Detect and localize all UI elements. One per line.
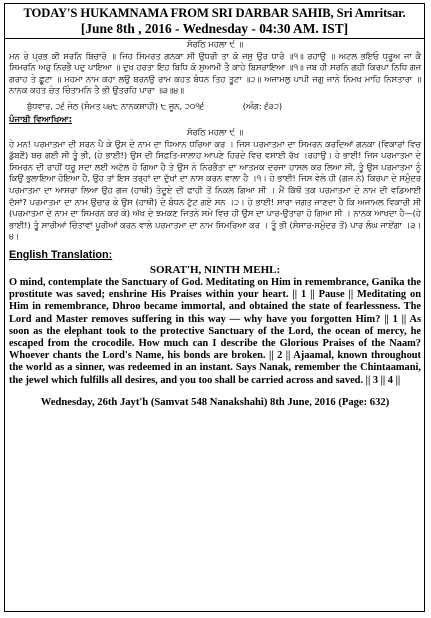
gurbani-text: ਮਨ ਰੇ ਪ੍ਰਭ ਕੀ ਸਰਨਿ ਬਿਚਾਰੋ ॥ ਜਿਹ ਸਿਮਰਤ ਗਨਕਾ ਸੀ ਉਧਰੀ ਤਾ ਕੋ ਜਸੁ ਉਰ ਧਾਰੋ ॥੧॥ ਰਹਾਉ ॥ ਅਟਲ ਭਇਓ ਧ੍ਰੂਅ ਜਾ ਕੈ ਸਿਮਰਨਿ ਅਰੁ ਨਿਰਭੈ ਪਦੁ ਪਾਇਆ ॥ ਦੁਖ ਹਰਤਾ ਇਹ ਬਿਧਿ ਕੋ ਸੁਆਮੀ ਤੈ ਕਾਹੇ ਬਿਸਰਾਇਆ ॥੧॥ ਜਬ ਹੀ ਸਰਨਿ ਗਹੀ ਕਿਰਪਾ ਨਿਧਿ ਗਜ ਗਰਾਹ ਤੇ ਛੂਟਾ ॥ ਮਹਮਾ ਨਾਮ ਕਹਾ ਲਉ ਬਰਨਉ ਰਾਮ ਕਹਤ ਬੰਧਨ ਤਿਹ ਤੂਟਾ ॥੨॥ ਅਜਾਮਲੁ ਪਾਪੀ ਜਗੁ ਜਾਨੇ ਨਿਮਖ ਮਾਹਿ ਨਿਸਤਾਰਾ ॥ ਨਾਨਕ ਕਹਤ ਚੇਤ ਚਿੰਤਾਮਨਿ ਤੈ ਭੀ ਉਤਰਹਿ ਪਾਰਾ ॥੩॥੪॥: [9, 50, 421, 96]
vyakhya-text: ਹੇ ਮਨ! ਪਰਮਾਤਮਾ ਦੀ ਸਰਨ ਪੈ ਕੇ ਉਸ ਦੇ ਨਾਮ ਦਾ ਧਿਆਨ ਧਰਿਆ ਕਰ । ਜਿਸ ਪਰਮਾਤਮਾ ਦਾ ਸਿਮਰਨ ਕਰਦਿਆਂ ਗਨਕਾ (ਵਿਕਾਰਾਂ ਵਿਚ ਡੁੱਬਣੋਂ) ਬਚ ਗਈ ਸੀ ਤੂੰ ਭੀ, (ਹੇ ਭਾਈ!) ਉਸ ਦੀ ਸਿਫ਼ਤਿ-ਸਾਲਾਹ ਆਪਣੇ ਹਿਰਦੇ ਵਿਚ ਵਸਾਈ ਰੱਖ ।ਰਹਾਉ। ਹੇ ਭਾਈ! ਜਿਸ ਪਰਮਾਤਮਾ ਦੇ ਸਿਮਰਨ ਦੀ ਰਾਹੀਂ ਧ੍ਰੂ ਸਦਾ ਲਈ ਅਟੱਲ ਹੋ ਗਿਆ ਹੈ ਤੇ ਉਸ ਨੇ ਨਿਰਭੈਤਾ ਦਾ ਆਤਮਕ ਦਰਜਾ ਹਾਸਲ ਕਰ ਲਿਆ ਸੀ, ਤੂੰ ਉਸ ਪਰਮਾਤਮਾ ਨੂੰ ਕਿਉਂ ਭੁਲਾਇਆ ਹੋਇਆ ਹੈ, ਉਹ ਤਾਂ ਇਸ ਤਰ੍ਹਾਂ ਦਾ ਦੁੱਖਾਂ ਦਾ ਨਾਸ ਕਰਨ ਵਾਲਾ ਹੈ ।੧। ਹੇ ਭਾਈ! ਜਿਸ ਵੇਲੇ ਹੀ (ਗਜ ਨੇ) ਕਿਰਪਾ ਦੇ ਸਮੁੰਦਰ ਪਰਮਾਤਮਾ ਦਾ ਆਸਰਾ ਲਿਆ ਉਹ ਗਜ (ਹਾਥੀ) ਤੰਦੂਏ ਦੀ ਫਾਹੀ ਤੋਂ ਨਿਕਲ ਗਿਆ ਸੀ । ਮੈਂ ਕਿੱਥੋਂ ਤਕ ਪਰਮਾਤਮਾ ਦੇ ਨਾਮ ਦੀ ਵਡਿਆਈ ਦੱਸਾਂ? ਪਰਮਾਤਮਾ ਦਾ ਨਾਮ ਉਚਾਰ ਕੇ ਉਸ (ਹਾਥੀ) ਦੇ ਬੰਧਨ ਟੁੱਟ ਗਏ ਸਨ ।੨। ਹੇ ਭਾਈ! ਸਾਰਾ ਜਗਤ ਜਾਣਦਾ ਹੈ ਕਿ ਅਜਾਮਲ ਵਿਕਾਰੀ ਸੀ (ਪਰਮਾਤਮਾ ਦੇ ਨਾਮ ਦਾ ਸਿਮਰਨ ਕਰ ਕੇ) ਅੱਖ ਦੇ ਝਮਕਣ ਜਿਤਨੇ ਸਮੇ ਵਿਚ ਹੀ ਉਸ ਦਾ ਪਾਰ-ਉਤਾਰਾ ਹੋ ਗਿਆ ਸੀ । ਨਾਨਕ ਆਖਦਾ ਹੈ—(ਹੇ ਭਾਈ!) ਤੂੰ ਸਾਰੀਆਂ ਚਿੰਤਾਵਾਂ ਪੂਰੀਆਂ ਕਰਨ ਵਾਲੇ ਪਰਮਾਤਮਾ ਦਾ ਨਾਮ ਸਿਮਰਿਆ ਕਰ । ਤੂੰ ਭੀ (ਸੰਸਾਰ-ਸਮੁੰਦਰ ਤੋਂ) ਪਾਰ ਲੰਘ ਜਾਏਂਗਾ ।੩।੪।: [9, 138, 421, 242]
ang-reference: (ਅੰਗ: ੬੩੨): [242, 100, 283, 111]
english-text: O mind, contemplate the Sanctuary of God. Meditating on Him in remembrance, Ganika the prostitute was saved; enshrine His Praises within your heart. || 1 || Pause || Meditating on Him in remembrance, Dhroo became immortal, and obtained the state of fearlessness. The Lord and Master removes suffering in this way — why have you forgotten Him? || 1 || As soon as the elephant took to the protective Sanctuary of the Lord, the ocean of mercy, he escaped from the crocodile. How much can I describe the Glorious Praises of the Naam? Whoever chants the Lord's Name, his bonds are broken. || 2 || Ajaamal, known throughout the world as a sinner, was redeemed in an instant. Says Nanak, remember the Chintaamani, the jewel which fulfills all desires, and you too shall be carried across and saved. || 3 || 4 ||: [9, 276, 421, 386]
punjabi-date: ਬੁੱਧਵਾਰ, ੨੬ ਜੇਠ (ਸੰਮਤ ੫੪੮ ਨਾਨਕਸ਼ਾਹੀ) ੮ ਜੂਨ, ੨੦੧੬: [27, 100, 205, 111]
page-header: [5, 5, 424, 37]
vyakhya-heading: ਸੋਰਠਿ ਮਹਲਾ ੯ ॥: [186, 126, 244, 137]
gurbani-heading: ਸੋਰਠਿ ਮਹਲਾ ੯ ॥: [186, 39, 244, 49]
english-label: English Translation:: [9, 248, 113, 261]
page-footer: Wednesday, 26th Jayt'h (Samvat 548 Nanakshahi) 8th June, 2016 (Page: 632): [40, 396, 390, 408]
content-body: [5, 39, 424, 409]
vyakhya-label: ਪੰਜਾਬੀ ਵਿਆਖਿਆ:: [9, 114, 73, 125]
punjabi-date-line: [27, 99, 421, 113]
page-title: TODAY'S HUKAMNAMA FROM SRI DARBAR SAHIB, Sri Amritsar.: [23, 6, 406, 20]
page-date-line: [June 8th , 2016 - Wednesday - 04:30 AM. IST]: [80, 21, 349, 36]
hukamnama-page: [4, 3, 425, 612]
english-heading: SORAT'H, NINTH MEHL:: [149, 263, 281, 276]
